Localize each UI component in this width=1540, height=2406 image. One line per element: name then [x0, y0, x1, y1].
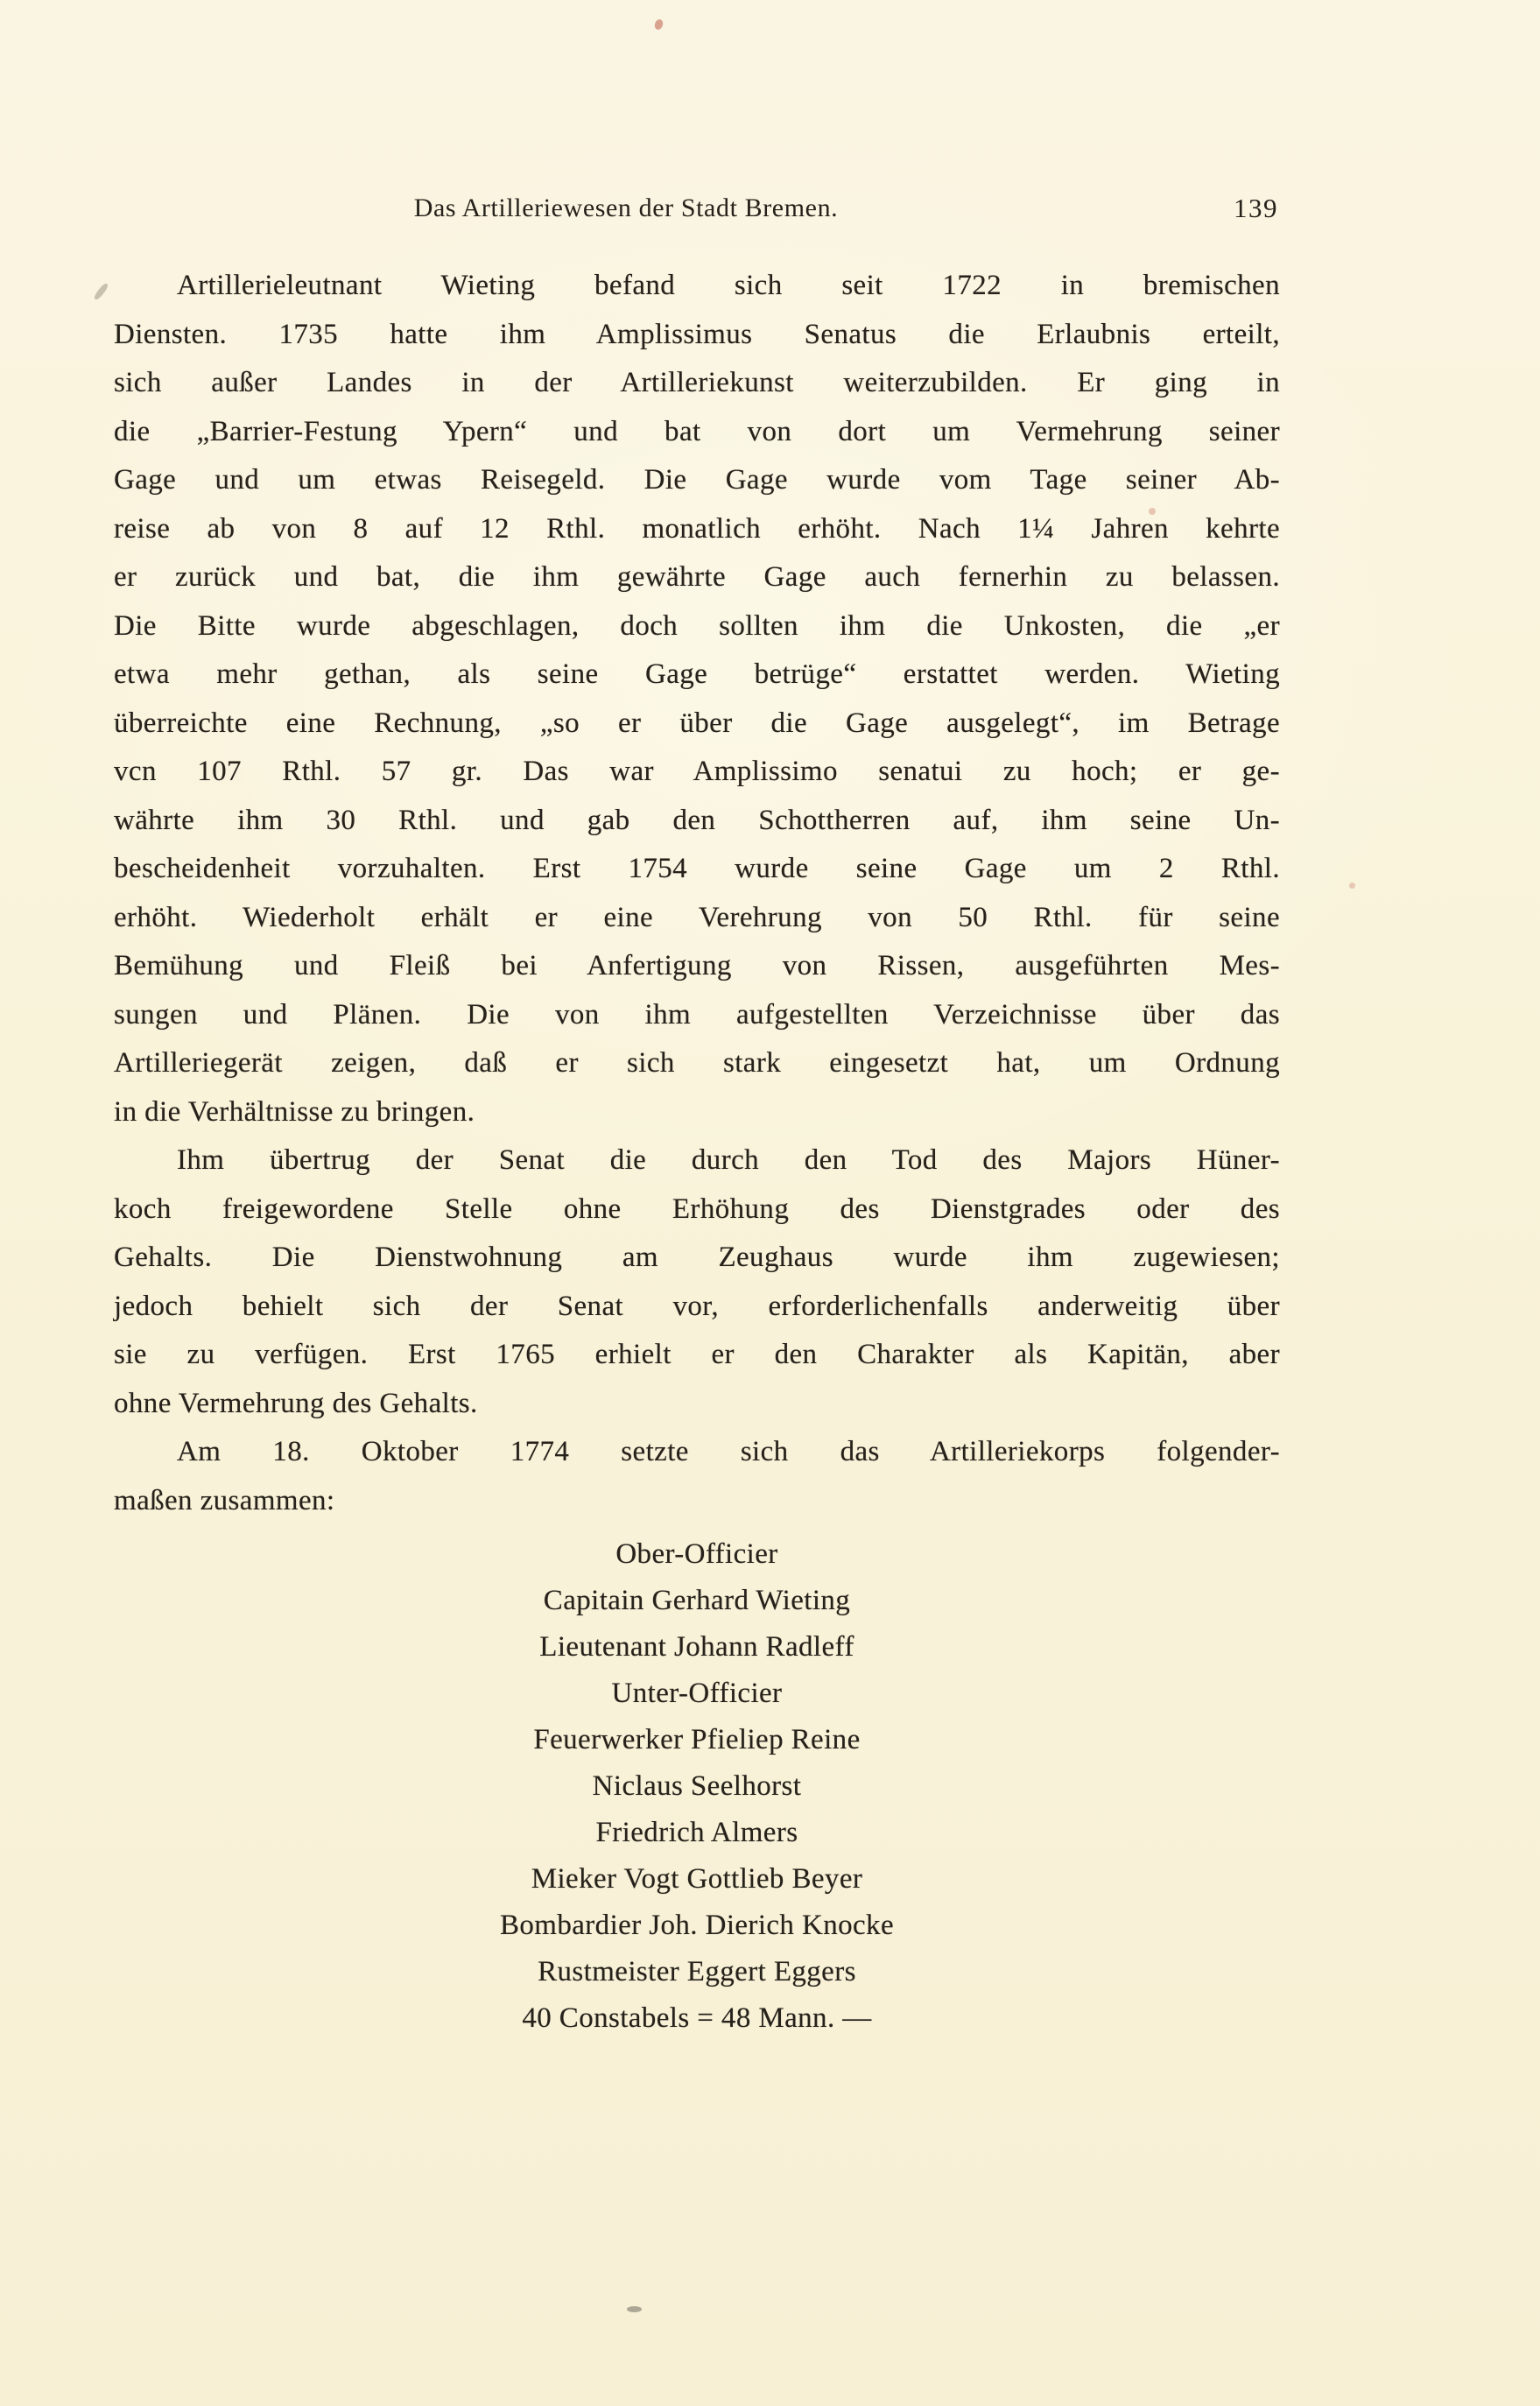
text-line: Gehalts. Die Dienstwohnung am Zeughaus wurde ihm zugewiesen; [114, 1242, 1280, 1273]
paper-speck [653, 18, 665, 31]
paragraph-3 [114, 1428, 1280, 1525]
text-line: etwa mehr gethan, als seine Gage betrüge“ erstattet werden. Wieting [114, 658, 1280, 690]
text-line: sich außer Landes in der Artilleriekunst weiterzubilden. Er ging in [114, 367, 1280, 398]
text-line: Am 18. Oktober 1774 setzte sich das Artilleriekorps folgender- [177, 1436, 1280, 1467]
text-line: Bemühung und Fleiß bei Anfertigung von Rissen, ausgeführten Mes- [114, 950, 1280, 981]
roster-line: Feuerwerker Pfieliep Reine [533, 1724, 861, 1755]
text-line: Die Bitte wurde abgeschlagen, doch sollten ihm die Unkosten, die „er [114, 609, 1280, 642]
text-line: Diensten. 1735 hatte ihm Amplissimus Senatus die Erlaubnis erteilt, [114, 318, 1280, 350]
page-body [114, 262, 1280, 2042]
text-line: Artilleriegerät zeigen, daß er sich stark eingesetzt hat, um Ordnung [114, 1047, 1280, 1079]
text-line: Gage und um etwas Reisegeld. Die Gage wurde vom Tage seiner Ab- [114, 464, 1280, 496]
text-line: erhöht. Wiederholt erhält er eine Verehrung von 50 Rthl. für seine [114, 901, 1280, 933]
page-number: 139 [1234, 193, 1278, 223]
running-head-title: Das Artilleriewesen der Stadt Bremen. [413, 193, 839, 222]
roster-line: Capitain Gerhard Wieting [543, 1585, 851, 1616]
text-line: sie zu verfügen. Erst 1765 erhielt er den Charakter als Kapitän, aber [114, 1339, 1280, 1370]
text-line: maßen zusammen: [114, 1484, 335, 1516]
running-head [114, 193, 1280, 230]
text-line: die „Barrier-Festung Ypern“ und bat von dort um Vermehrung seiner [114, 415, 1280, 447]
roster-line: Ober-Officier [615, 1538, 778, 1570]
paper-speck [1349, 883, 1355, 889]
text-line: reise ab von 8 auf 12 Rthl. monatlich erhöht. Nach 1¼ Jahren kehrte [114, 512, 1280, 545]
roster-line: Bombardier Joh. Dierich Knocke [499, 1910, 895, 1941]
paper-speck [93, 282, 109, 301]
text-line: währte ihm 30 Rthl. und gab den Schottherren auf, ihm seine Un- [114, 804, 1280, 836]
text-line: Ihm übertrug der Senat die durch den Tod des Majors Hüner- [177, 1144, 1280, 1176]
roster-line: Rustmeister Eggert Eggers [538, 1956, 856, 1987]
text-line: vcn 107 Rthl. 57 gr. Das war Amplissimo senatui zu hoch; er ge- [114, 756, 1280, 787]
text-line: er zurück und bat, die ihm gewährte Gage auch fernerhin zu belassen. [114, 561, 1280, 593]
roster-line: Niclaus Seelhorst [592, 1770, 802, 1802]
text-line: koch freigewordene Stelle ohne Erhöhung des Dienstgrades oder des [114, 1192, 1280, 1225]
text-line: in die Verhältnisse zu bringen. [114, 1095, 475, 1128]
paper-speck [627, 2306, 642, 2312]
roster-line: Mieker Vogt Gottlieb Beyer [531, 1863, 863, 1895]
paragraph-1 [114, 262, 1280, 1136]
paragraph-2 [114, 1136, 1280, 1428]
roster-line: Unter-Officier [611, 1678, 783, 1709]
text-line: jedoch behielt sich der Senat vor, erforderlichenfalls anderweitig über [114, 1290, 1280, 1322]
artillery-corps-roster [114, 1531, 1280, 2042]
text-line: sungen und Plänen. Die von ihm aufgestellten Verzeichnisse über das [114, 998, 1280, 1031]
text-line: Artillerieleutnant Wieting befand sich seit 1722 in bremischen [177, 270, 1280, 301]
text-line: überreichte eine Rechnung, „so er über die Gage ausgelegt“, im Betrage [114, 707, 1280, 739]
roster-line: Lieutenant Johann Radleff [539, 1631, 854, 1663]
roster-line: Friedrich Almers [595, 1817, 798, 1848]
text-line: ohne Vermehrung des Gehalts. [114, 1387, 478, 1419]
roster-line: 40 Constabels = 48 Mann. — [522, 2002, 872, 2034]
text-line: bescheidenheit vorzuhalten. Erst 1754 wurde seine Gage um 2 Rthl. [114, 853, 1280, 884]
